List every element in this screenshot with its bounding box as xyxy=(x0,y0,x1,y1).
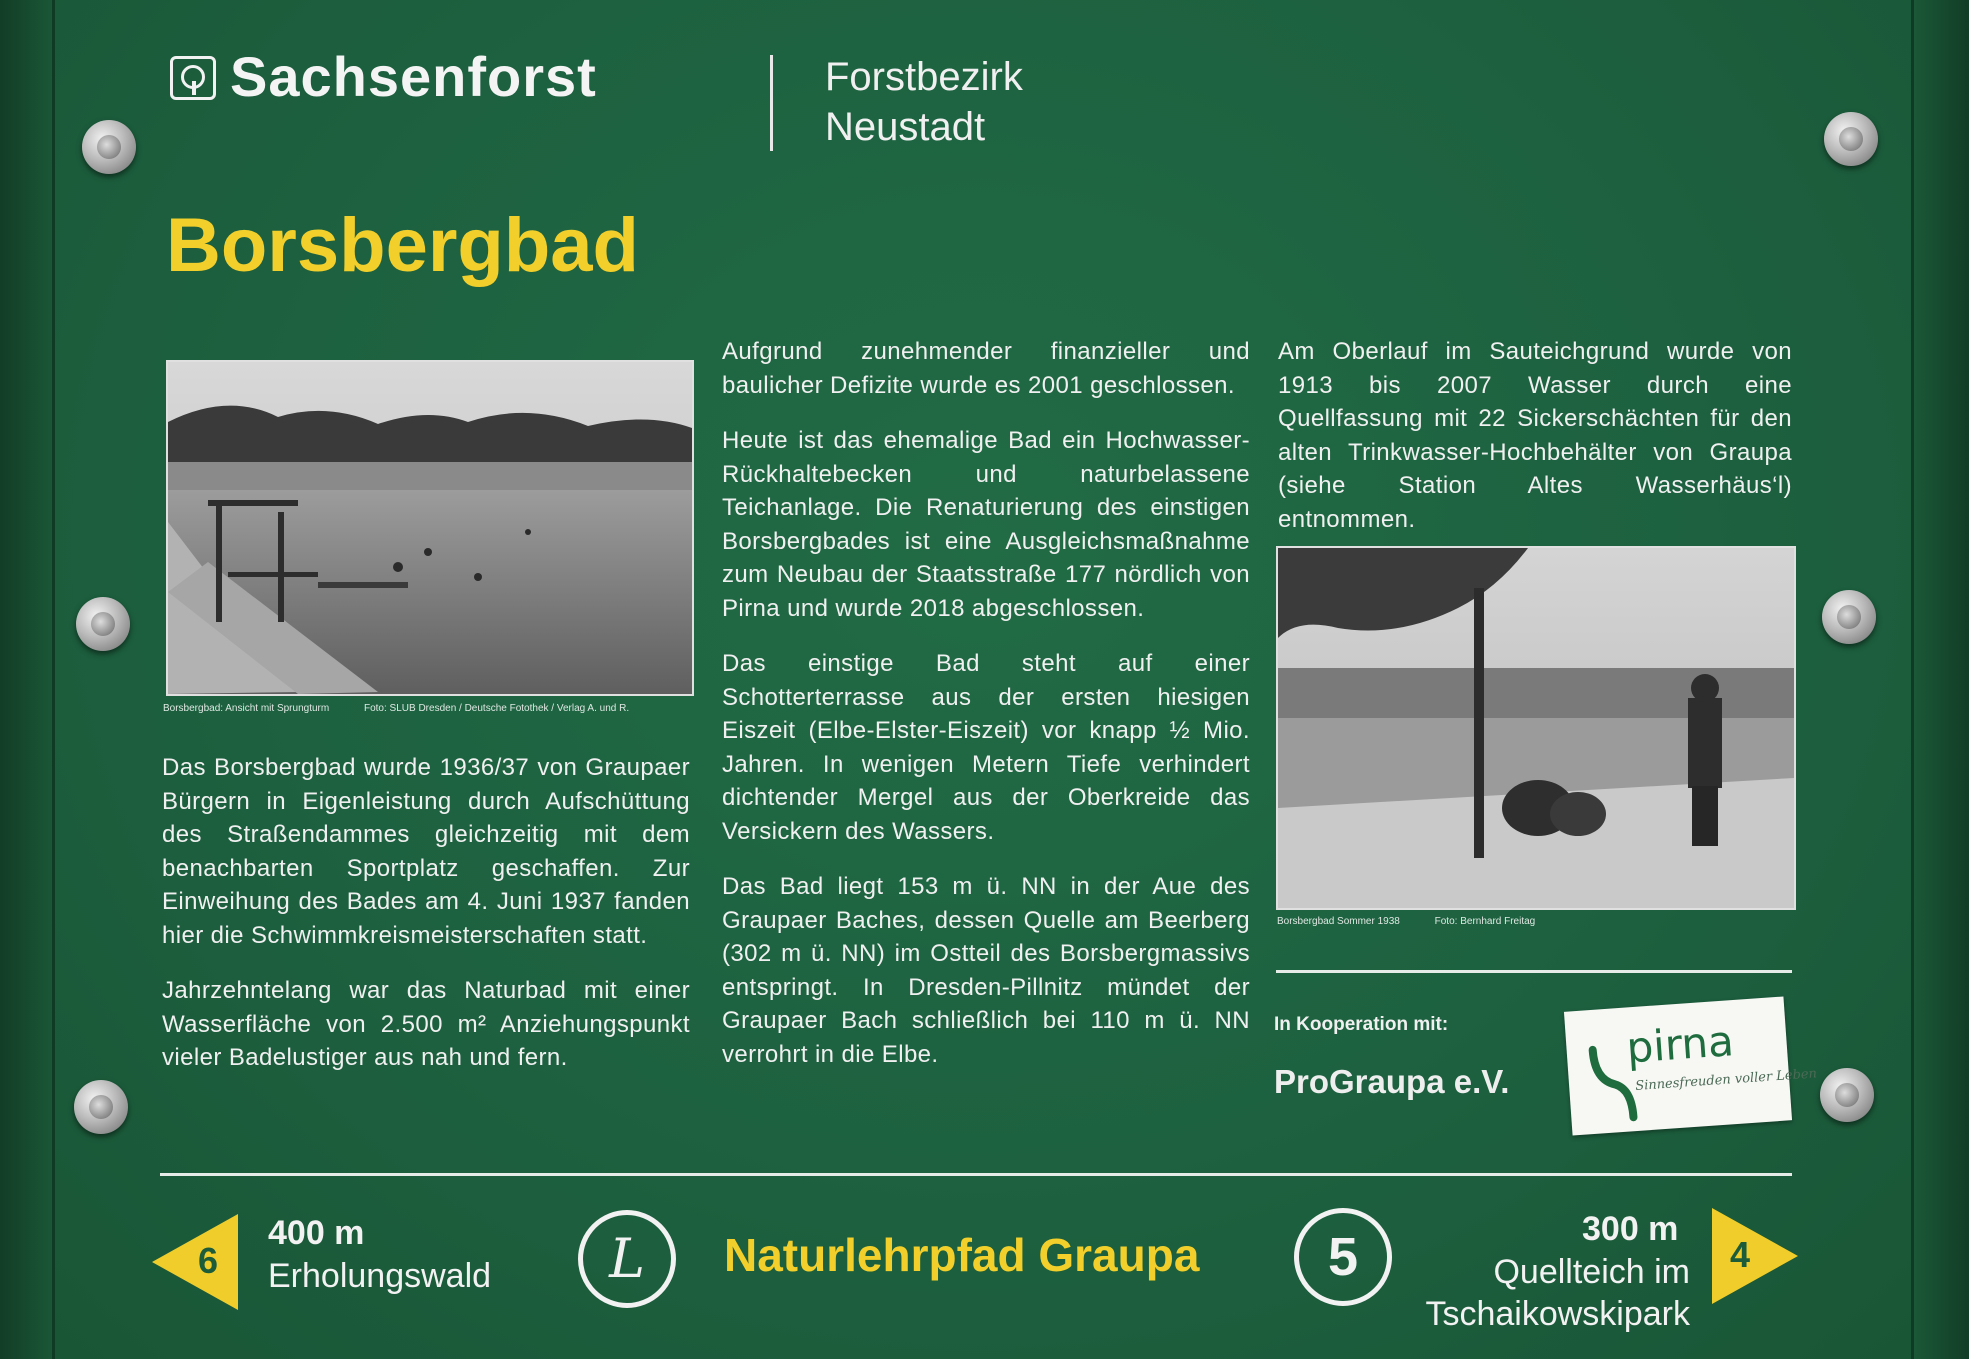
pirna-logo xyxy=(1564,996,1818,1135)
sachsenforst-logo-icon xyxy=(170,56,216,100)
photo1-caption: Borsbergbad: Ansicht mit Sprungturm xyxy=(163,703,330,714)
current-station-icon xyxy=(1294,1208,1392,1306)
text-column-middle xyxy=(722,335,1250,1093)
paragraph: Das Borsbergbad wurde 1936/37 von Graupaer Bürgern in Eigenleistung durch Aufschüttung des Straßendammes gleichzeitig mit dem benachbarten Sportplatz geschaffen. Zur Einweihung des Bades am 4. Juni 1937 fanden hier die Schwimmkreismeisterschaften statt. xyxy=(162,754,690,949)
next-station-distance: 300 m xyxy=(1582,1210,1679,1248)
screw-mid-left xyxy=(76,597,130,651)
current-station-number: 5 xyxy=(1327,1227,1359,1287)
pirna-logo-tagline: Sinnesfreuden voller Leben xyxy=(1634,1066,1818,1095)
forest-district xyxy=(825,52,1023,152)
district-line-1: Forstbezirk xyxy=(825,55,1023,99)
previous-station-name: Erholungswald xyxy=(268,1257,492,1295)
screw-top-right xyxy=(1824,112,1878,166)
paragraph: Das einstige Bad steht auf einer Schotterterrasse aus der ersten hiesigen Eiszeit (Elbe-Elster-Eiszeit) vor knapp ½ Mio. Jahren. In wenigen Metern Tiefe verhindert dichtender Mergel aus der Oberkreide das Versickern des Wassers. xyxy=(722,650,1250,845)
screw-bottom-right xyxy=(1820,1068,1874,1122)
screw-mid-right xyxy=(1822,590,1876,644)
previous-station-number: 6 xyxy=(198,1240,219,1281)
next-station-arrow-icon xyxy=(1712,1208,1798,1304)
trail-symbol-letter: L xyxy=(609,1227,645,1290)
paragraph: Jahrzehntelang war das Naturbad mit einer Wasserfläche von 2.500 m² Anziehungspunkt vieler Badelustiger aus nah und fern. xyxy=(162,977,690,1071)
photo-diving-tower-caption xyxy=(163,703,661,714)
trail-symbol-icon xyxy=(578,1210,676,1308)
next-station-number: 4 xyxy=(1730,1234,1751,1275)
photo-summer-1938 xyxy=(1276,546,1796,910)
header-divider xyxy=(770,55,773,151)
cooperation-label: In Kooperation mit: xyxy=(1274,1014,1449,1035)
photo-summer-1938-caption xyxy=(1277,916,1567,927)
photo1-credit: Foto: SLUB Dresden / Deutsche Fotothek / Verlag A. und R. xyxy=(363,703,630,714)
photo2-caption: Borsbergbad Sommer 1938 xyxy=(1277,916,1400,927)
paragraph: Aufgrund zunehmender finanzieller und baulicher Defizite wurde es 2001 geschlossen. xyxy=(722,338,1250,399)
photo-diving-tower-image xyxy=(168,362,692,694)
paragraph: Das Bad liegt 153 m ü. NN in der Aue des Graupaer Baches, dessen Quelle am Beerberg (302 m ü. NN) im Ostteil des Borsbergmassivs entspringt. In Dresden-Pillnitz mündet der Graupaer Bach schließlich bei 110 m ü. NN verrohrt in die Elbe. xyxy=(722,873,1250,1068)
footer-divider xyxy=(160,1173,1792,1176)
cooperation-divider xyxy=(1276,970,1792,973)
next-station-name-line-1: Quellteich im xyxy=(1493,1253,1690,1291)
photo2-credit: Foto: Bernhard Freitag xyxy=(1434,916,1536,927)
photo-diving-tower xyxy=(166,360,694,696)
photo-summer-1938-image xyxy=(1278,548,1794,908)
pirna-logo-word: pirna xyxy=(1624,1016,1736,1073)
paragraph: Heute ist das ehemalige Bad ein Hochwasser-Rückhaltebecken und naturbelassene Teichanlage. Die Renaturierung des einstigen Borsbergbades ist eine Ausgleichsmaßnahme zum Neubau der Staatsstraße 177 nördlich von Pirna und wurde 2018 abgeschlossen. xyxy=(722,427,1250,622)
screw-top-left xyxy=(82,120,136,174)
page-title: Borsbergbad xyxy=(166,203,639,288)
text-column-right xyxy=(1278,335,1792,558)
trail-name: Naturlehrpfad Graupa xyxy=(724,1229,1200,1281)
text-column-left xyxy=(162,751,690,1097)
cooperation-partner: ProGraupa e.V. xyxy=(1274,1063,1510,1100)
district-line-2: Neustadt xyxy=(825,105,986,149)
previous-station-arrow-icon xyxy=(152,1214,238,1310)
paragraph: Am Oberlauf im Sauteichgrund wurde von 1913 bis 2007 Wasser durch eine Quellfassung mit 22 Sickerschächten für den alten Trinkwasser-Hochbehälter von Graupa (siehe Station Altes Wasserhäus‘l) entnommen. xyxy=(1278,338,1792,533)
next-station-name-line-2: Tschaikowskipark xyxy=(1425,1295,1690,1333)
brand-name: Sachsenforst xyxy=(230,45,597,108)
screw-bottom-left xyxy=(74,1080,128,1134)
previous-station-distance: 400 m xyxy=(268,1214,365,1252)
